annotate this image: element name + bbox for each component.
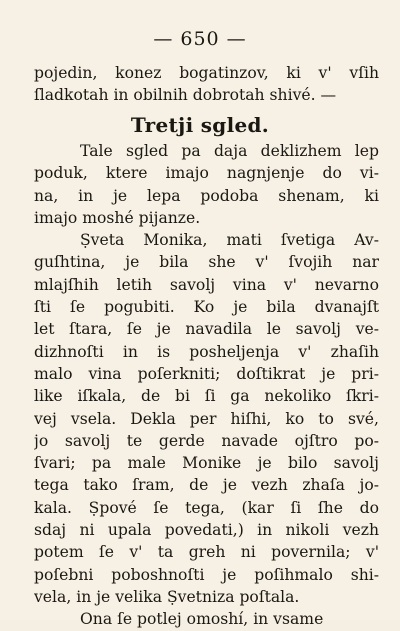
page-number: — 650 — [153,28,247,50]
text-line: kala. Ṣpové ſe tega, (kar ſi ſhe do [34,498,379,517]
text-line: pojedin, konez bogatinzov, ki v' vſih [34,64,379,82]
text-line: imajo moshé pijanze. [34,208,201,227]
text-line: vela, in je velika Ṣvetniza poſtala. [34,587,300,606]
text-line: poduk, ktere imajo nagnjenje do vi- [34,164,379,183]
text-line: sdaj ni upala povedati,) in nikoli vezh [34,521,379,540]
text-line: tega tako ſram, de je vezh zhaſa jo- [34,476,379,495]
text-line: poſebni poboshnoſti je poſihmalo shi- [34,565,379,584]
text-line: Ṣveta Monika, mati ſvetiga Av- [80,231,379,250]
text-line: malo vina poſerkniti; doſtikrat je pri- [34,364,379,383]
text-line: dizhnoſti in is posheljenja v' zhaſih [34,342,379,361]
text-line: like iſkala, de bi ſi ga nekoliko ſkri- [34,387,379,406]
text-line: mlajſhih letih savolj vina v' nevarno [34,275,379,294]
text-line: Tale sgled pa daja deklizhem lep [80,142,379,160]
text-line: ſladkotah in obilnih dobrotah shivé. — [34,86,337,105]
text-line: na, in je lepa podoba shenam, ki [34,186,379,205]
intro-paragraph [34,62,379,107]
text-line: potem ſe v' ta greh ni povernila; v' [34,543,379,562]
body-text [34,140,379,631]
text-line: ſvari; pa male Monike je bilo savolj [34,454,379,473]
text-line: jo savolj te gerde navade ojſtro po- [34,431,379,450]
text-line: let ſtara, ſe je navadila le savolj ve- [34,320,379,339]
text-line: ſti ſe pogubiti. Ko je bila dvanajſt [34,298,379,317]
text-line: guſhtina, je bila she v' ſvojih nar [34,253,379,272]
section-heading: Tretji sgled. [130,113,270,137]
text-line: Ona ſe potlej omoshí, in vsame [80,610,324,629]
text-line: vej vsela. Dekla per hiſhi, ko to své, [34,409,379,428]
